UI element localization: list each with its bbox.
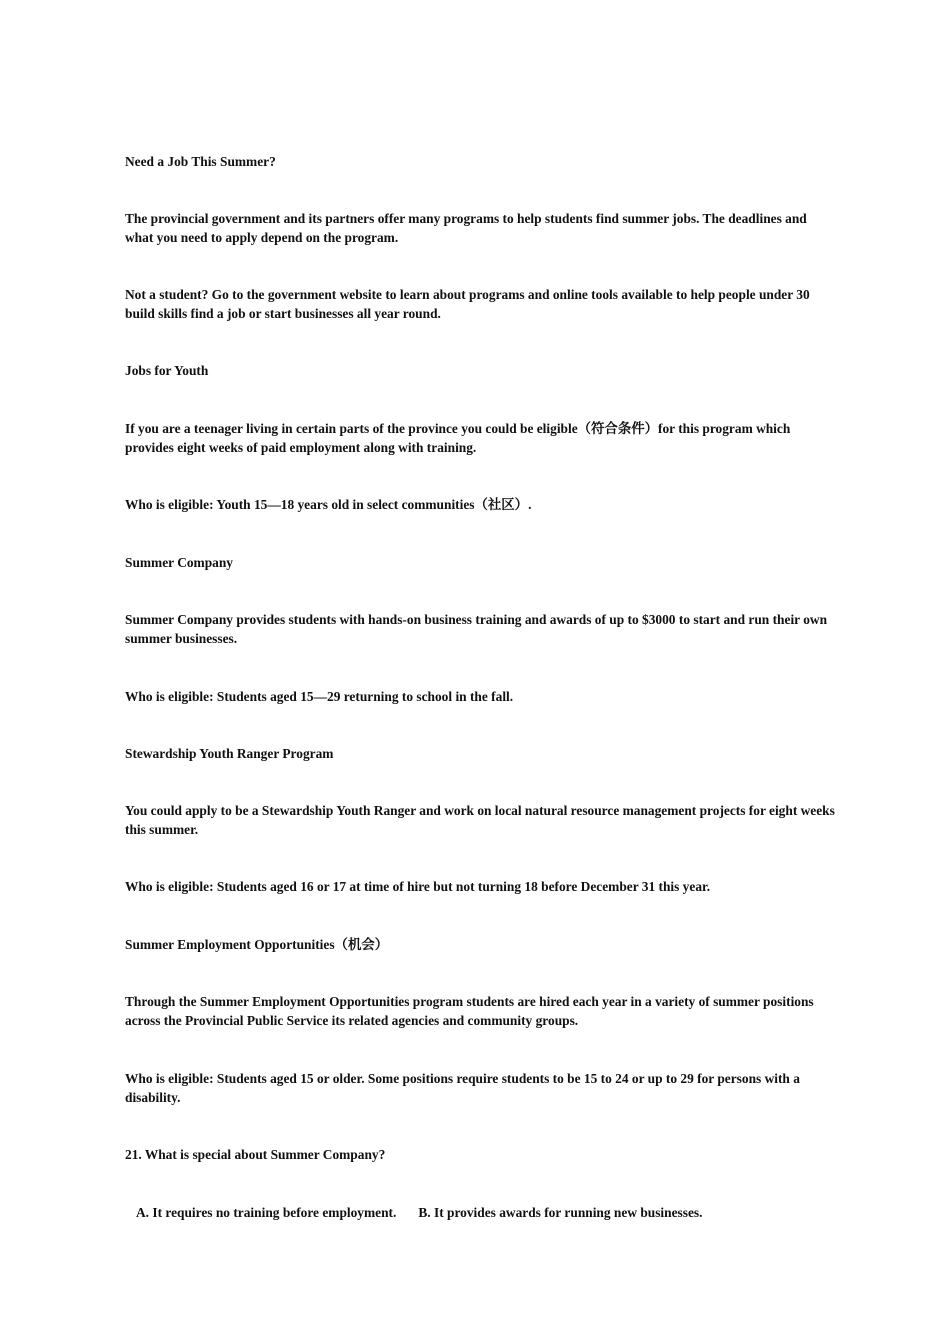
program-eligibility-youth-ranger: Who is eligible: Students aged 16 or 17 at time of hire but not turning 18 before December 31 this year. bbox=[125, 879, 711, 894]
program-heading-summer-company: Summer Company bbox=[125, 555, 234, 570]
intro-paragraph-2: Not a student? Go to the government website to learn about programs and online tools available to help people under 30 build skills find a job or start businesses all year round. bbox=[125, 287, 810, 321]
option-a: A. It requires no training before employment. bbox=[136, 1205, 397, 1220]
program-eligibility-jobs-for-youth: Who is eligible: Youth 15—18 years old in select communities（社区）. bbox=[125, 497, 532, 512]
program-eligibility-summer-employment: Who is eligible: Students aged 15 or older. Some positions require students to be 15 to 24 or up to 29 for persons with a disability. bbox=[125, 1071, 800, 1105]
program-description-youth-ranger: You could apply to be a Stewardship Youth Ranger and work on local natural resource management projects for eight weeks this summer. bbox=[125, 803, 835, 837]
document-page bbox=[125, 0, 835, 1344]
question-options bbox=[136, 1203, 702, 1222]
document-title: Need a Job This Summer? bbox=[125, 154, 276, 169]
program-description-summer-company: Summer Company provides students with hands-on business training and awards of up to $3000 to start and run their own summer businesses. bbox=[125, 612, 828, 646]
program-heading-jobs-for-youth: Jobs for Youth bbox=[125, 363, 209, 378]
program-description-summer-employment: Through the Summer Employment Opportunities program students are hired each year in a variety of summer positions across the Provincial Public Service its related agencies and community groups. bbox=[125, 994, 814, 1028]
program-heading-summer-employment: Summer Employment Opportunities（机会） bbox=[125, 937, 389, 952]
intro-paragraph-1: The provincial government and its partners offer many programs to help students find summer jobs. The deadlines and what you need to apply depend on the program. bbox=[125, 211, 807, 245]
program-description-jobs-for-youth: If you are a teenager living in certain parts of the province you could be eligible（符合条件）for this program which provides eight weeks of paid employment along with training. bbox=[125, 421, 791, 455]
program-eligibility-summer-company: Who is eligible: Students aged 15—29 returning to school in the fall. bbox=[125, 689, 514, 704]
program-heading-youth-ranger: Stewardship Youth Ranger Program bbox=[125, 746, 334, 761]
option-b: B. It provides awards for running new businesses. bbox=[418, 1205, 703, 1220]
question-stem: 21. What is special about Summer Company? bbox=[125, 1147, 386, 1162]
